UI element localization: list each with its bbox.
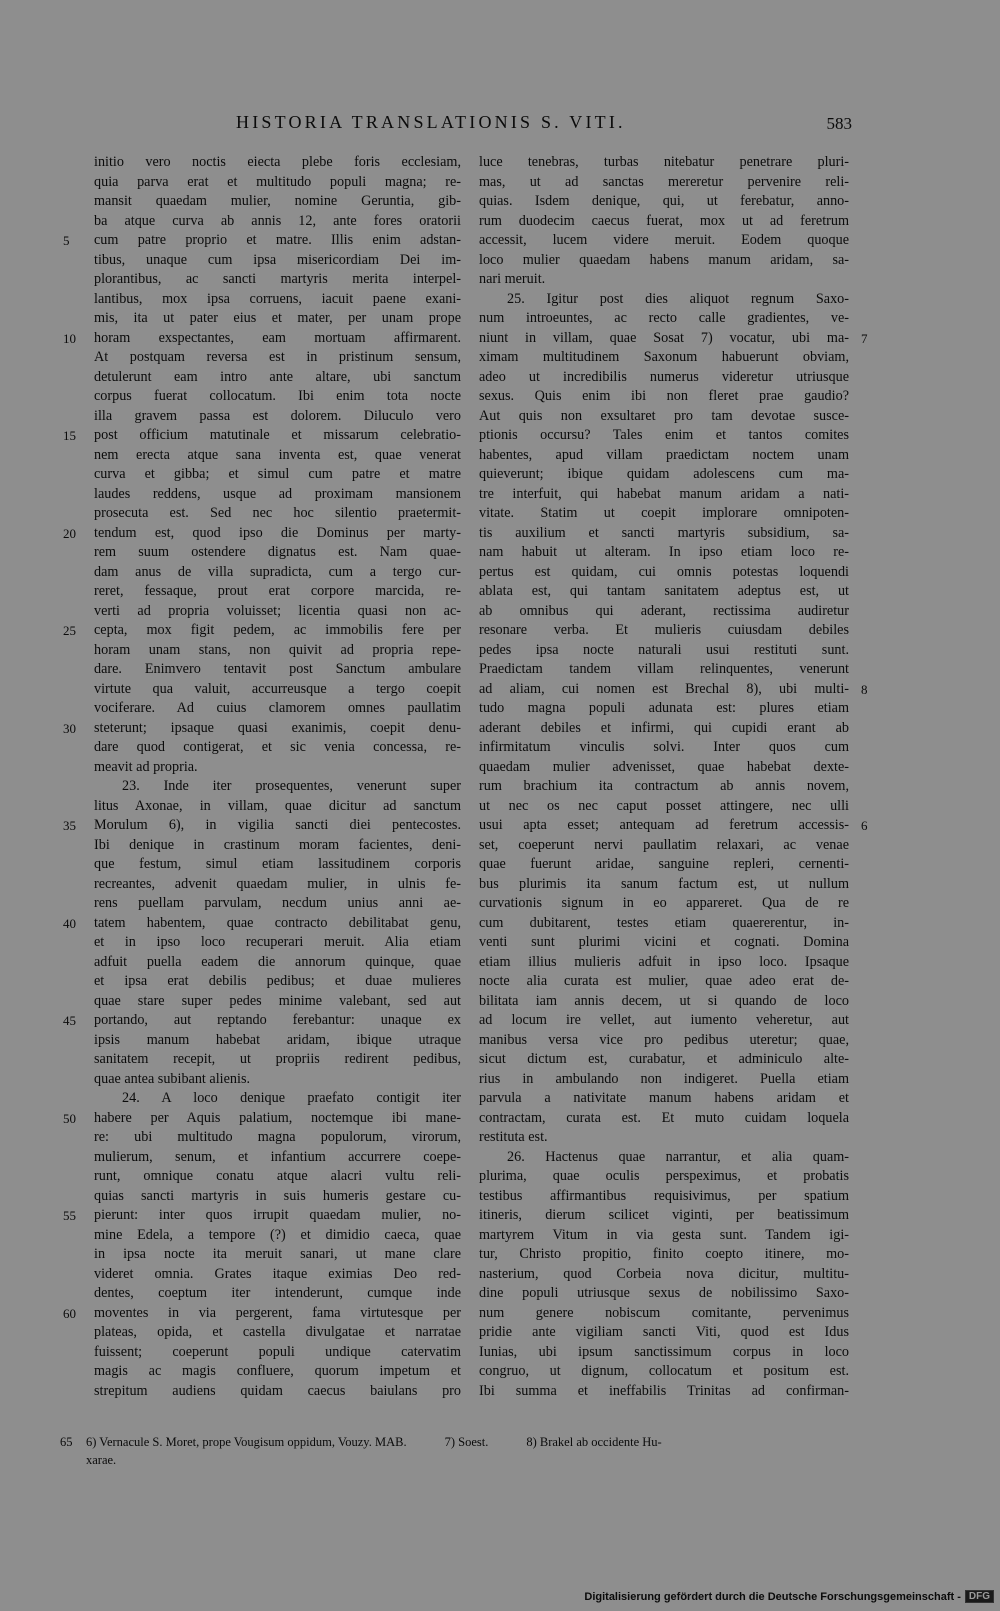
text-line bbox=[94, 1284, 461, 1304]
line-text: dentes, coeptum iter intenderunt, cumque inde bbox=[94, 1285, 461, 1301]
line-text: dare quod contigerat, et sic venia concessa, re- bbox=[94, 739, 461, 755]
line-text: habentes, apud villam praedictam noctem unam bbox=[479, 446, 849, 463]
line-text: Praedictam tandem villam relinquentes, venerunt bbox=[479, 661, 849, 677]
line-text: pridie ante vigiliam sancti Viti, quod est Idus bbox=[479, 1324, 849, 1340]
line-text: vitate. Statim ut coepit implorare omnipoten- bbox=[479, 505, 849, 521]
line-text: tre interfuit, qui habebat manum aridam a nati- bbox=[479, 485, 849, 502]
line-number: 15 bbox=[63, 428, 76, 443]
text-line bbox=[479, 855, 849, 875]
line-text: adfuit puella eadem die annorum quinque, quae bbox=[94, 953, 461, 970]
text-line bbox=[479, 543, 849, 563]
text-line bbox=[63, 1109, 461, 1129]
line-text: 25. Igitur post dies aliquot regnum Saxo- bbox=[507, 290, 849, 307]
text-line bbox=[94, 1050, 461, 1070]
line-text: curvationis signum in eo appareret. Qua de re bbox=[479, 895, 849, 911]
text-line bbox=[94, 251, 461, 271]
line-text: contractam, curata est. Et muto cuidam loquela bbox=[479, 1109, 849, 1126]
line-text: in ipsa nocte ita meruit sanari, ut mane clare bbox=[94, 1246, 461, 1262]
line-text: tatem habentem, quae contracto debilitabat genu, bbox=[94, 914, 461, 931]
text-line bbox=[479, 524, 849, 544]
line-text: resonare verba. Et mulieris cuiusdam debiles bbox=[479, 622, 849, 638]
text-line bbox=[479, 485, 849, 505]
footnote-line-number: 65 bbox=[60, 1435, 73, 1449]
text-line bbox=[479, 1187, 849, 1207]
line-text: aderant debiles et infirmi, qui cupidi erant ab bbox=[479, 719, 849, 736]
text-line bbox=[63, 524, 461, 544]
text-line bbox=[479, 641, 849, 661]
line-text: quias sancti martyris in suis humeris gestare cu- bbox=[94, 1187, 461, 1204]
text-line bbox=[479, 1109, 849, 1129]
text-line bbox=[479, 699, 849, 719]
text-line bbox=[479, 1362, 849, 1382]
text-line bbox=[63, 914, 461, 934]
line-text: mas, ut ad sanctas mereretur pervenire reli- bbox=[479, 173, 849, 190]
line-text: plorantibus, ac sancti martyris merita interpel- bbox=[94, 271, 461, 287]
line-text: habere per Aquis palatium, noctemque ibi mane- bbox=[94, 1109, 461, 1126]
text-line bbox=[94, 1226, 461, 1246]
text-line bbox=[94, 465, 461, 485]
text-line bbox=[479, 329, 868, 349]
line-text: ba atque curva ab annis 12, ante fores oratorii bbox=[94, 212, 461, 229]
line-text: vociferare. Ad cuius clamorem omnes paullatim bbox=[94, 700, 461, 716]
line-number: 60 bbox=[63, 1305, 76, 1321]
line-text: parvula a nativitate manum habens aridam et bbox=[479, 1090, 849, 1106]
line-text: pierunt: inter quos irrupit quaedam mulier, no- bbox=[94, 1207, 461, 1223]
text-line bbox=[94, 660, 461, 680]
text-line bbox=[479, 504, 849, 524]
text-line bbox=[479, 1050, 849, 1070]
line-text: sicut dictum est, curabatur, et adminiculo alte- bbox=[479, 1051, 849, 1067]
text-line bbox=[479, 777, 849, 797]
line-number: 30 bbox=[63, 720, 76, 736]
text-line bbox=[479, 875, 849, 895]
text-line bbox=[479, 1284, 849, 1304]
line-text: niunt in villam, quae Sosat 7) vocatur, ubi ma- bbox=[479, 329, 849, 346]
text-line bbox=[479, 270, 849, 290]
text-line bbox=[479, 953, 849, 973]
line-text: 24. A loco denique praefato contigit iter bbox=[122, 1090, 461, 1106]
line-number: 40 bbox=[63, 915, 76, 931]
text-line bbox=[479, 1070, 849, 1090]
text-line bbox=[94, 1070, 461, 1090]
text-line bbox=[479, 894, 849, 914]
text-line bbox=[479, 1148, 849, 1168]
text-line bbox=[63, 719, 461, 739]
line-text: At postquam reversa est in pristinum sensum, bbox=[94, 349, 461, 365]
text-line bbox=[479, 251, 849, 271]
text-line bbox=[479, 992, 849, 1012]
line-text: re: ubi multitudo magna populorum, virorum, bbox=[94, 1129, 461, 1145]
line-text: strepitum audiens quidam caecus baiulans pro bbox=[94, 1382, 461, 1399]
line-text: dine populi utriusque sexus de nobilissimo Saxo- bbox=[479, 1285, 849, 1301]
text-line bbox=[63, 426, 461, 446]
line-number: 50 bbox=[63, 1110, 76, 1126]
text-line bbox=[63, 231, 461, 251]
line-text: Iunias, ubi ipsum sanctissimum corpus in loco bbox=[479, 1343, 849, 1360]
line-text: venti sunt plurimi vicini et cognati. Domina bbox=[479, 934, 849, 950]
line-text: Ibi denique in crastinum moram facientes, deni- bbox=[94, 836, 461, 853]
line-number: 35 bbox=[63, 818, 76, 833]
line-text: quieverunt; ibique quidam adolescens cum ma- bbox=[479, 466, 849, 482]
line-text: manibus versa vice pro pedibus uteretur; quae, bbox=[479, 1031, 849, 1048]
line-text: set, coeperunt nervi paullatim relaxari, ac venae bbox=[479, 836, 849, 853]
text-line bbox=[94, 699, 461, 719]
line-text: tendum est, quod ipso die Dominus per marty- bbox=[94, 524, 461, 541]
text-line bbox=[479, 933, 849, 953]
line-text: prosecuta est. Sed nec hoc silentio praetermit- bbox=[94, 505, 461, 521]
line-text: rum duodecim caecus fuerat, mox ut ad feretrum bbox=[479, 212, 849, 229]
line-text: rius in ambulando non indigeret. Puella etiam bbox=[479, 1070, 849, 1087]
line-text: loco mulier quaedam habens manum aridam, sa- bbox=[479, 251, 849, 268]
text-line bbox=[94, 894, 461, 914]
text-line bbox=[479, 582, 849, 602]
line-number: 55 bbox=[63, 1208, 76, 1223]
text-line bbox=[63, 1304, 461, 1324]
line-text: mansit quaedam mulier, nomine Geruntia, gib- bbox=[94, 193, 461, 209]
footnote-line bbox=[60, 1433, 850, 1451]
text-line bbox=[94, 270, 461, 290]
line-text: testibus affirmantibus requisivimus, per spatium bbox=[479, 1187, 849, 1204]
text-line bbox=[94, 563, 461, 583]
line-text: sanitatem recepit, ut propriis redirent pedibus, bbox=[94, 1051, 461, 1067]
text-line bbox=[94, 680, 461, 700]
line-text: dare. Enimvero tentavit post Sanctum ambulare bbox=[94, 661, 461, 677]
text-line bbox=[479, 290, 849, 310]
text-line bbox=[479, 1206, 849, 1226]
line-text: quae antea subibant alienis. bbox=[94, 1070, 251, 1087]
footnote-continuation: xarae. bbox=[86, 1453, 117, 1467]
line-number: 25 bbox=[63, 623, 76, 638]
line-text: plurima, quae oculis perspeximus, et probatis bbox=[479, 1168, 849, 1184]
text-line bbox=[479, 816, 868, 836]
text-line bbox=[479, 231, 849, 251]
line-text: ut nec os nec caput posset attingere, nec ulli bbox=[479, 797, 849, 814]
text-line bbox=[94, 855, 461, 875]
line-text: itineris, dierum scilicet viginti, per beatissimum bbox=[479, 1207, 849, 1223]
text-line bbox=[479, 602, 849, 622]
text-line bbox=[94, 1031, 461, 1051]
line-text: post officium matutinale et missarum celebratio- bbox=[94, 427, 461, 443]
line-text: horam exspectantes, eam mortuam affirmarent. bbox=[94, 329, 461, 346]
line-text: corpus fuerat collocatum. Ibi enim tota nocte bbox=[94, 388, 461, 404]
text-line bbox=[479, 836, 849, 856]
margin-note: 8 bbox=[861, 681, 868, 697]
line-text: meavit ad propria. bbox=[94, 758, 198, 775]
line-text: verti ad propria voluisset; licentia quasi non ac- bbox=[94, 602, 461, 619]
line-text: et in ipso loco recuperari meruit. Alia etiam bbox=[94, 934, 461, 950]
text-line bbox=[94, 758, 461, 778]
line-number: 20 bbox=[63, 525, 76, 541]
line-text: fuissent; coeperunt populi undique catervatim bbox=[94, 1343, 461, 1360]
line-text: horam unam stans, non quivit ad propria repe- bbox=[94, 641, 461, 658]
line-text: etiam illius mulieris adfuit in ipso loco. Ipsaque bbox=[479, 953, 849, 970]
text-line bbox=[63, 621, 461, 641]
text-line bbox=[94, 1343, 461, 1363]
line-text: quae stare super pedes minime valebant, sed aut bbox=[94, 992, 461, 1009]
footnote-6: 6) Vernacule S. Moret, prope Vougisum oppidum, Vouzy. MAB. bbox=[86, 1435, 407, 1449]
text-line bbox=[94, 543, 461, 563]
text-line bbox=[94, 582, 461, 602]
line-text: martyrem Vitum in via gesta sunt. Tandem igi- bbox=[479, 1226, 849, 1243]
text-line bbox=[63, 1206, 461, 1226]
text-line bbox=[94, 1128, 461, 1148]
line-number: 45 bbox=[63, 1013, 76, 1028]
text-line bbox=[94, 212, 461, 232]
line-text: ablata est, qui tantam sanitatem adeptus est, ut bbox=[479, 583, 849, 599]
margin-note: 7 bbox=[861, 330, 868, 346]
line-text: usui apta esset; antequam ad feretrum accessis- bbox=[479, 817, 849, 833]
text-line bbox=[94, 1382, 461, 1402]
text-line bbox=[94, 348, 461, 368]
line-text: reret, fessaque, prout erat corpore marcida, re- bbox=[94, 583, 461, 599]
line-text: virtute qua valuit, accurreusque a tergo coepit bbox=[94, 680, 461, 697]
text-line bbox=[479, 1226, 849, 1246]
text-line bbox=[94, 1245, 461, 1265]
line-text: bus plurimis ita sanum factum est, ut nullum bbox=[479, 875, 849, 892]
line-text: ab omnibus qui aderant, rectissima audiretur bbox=[479, 602, 849, 619]
line-text: mulierum, senum, et infantium accurrere coepe- bbox=[94, 1148, 461, 1165]
text-line bbox=[479, 719, 849, 739]
line-text: nocte alia curata est mulier, quae adeo erat de- bbox=[479, 973, 849, 989]
line-text: rum brachium ita contractum ab annis novem, bbox=[479, 778, 849, 794]
text-line bbox=[94, 972, 461, 992]
text-line bbox=[479, 563, 849, 583]
text-line bbox=[94, 504, 461, 524]
line-text: dam anus de villa supradicta, cum a tergo cur- bbox=[94, 563, 461, 580]
line-text: num genere nobiscum comitante, pervenimus bbox=[479, 1304, 849, 1321]
line-text: tibus, unaque cum ipsa misericordiam Dei im- bbox=[94, 251, 461, 268]
line-text: congruo, ut dignum, collocatum et positum est. bbox=[479, 1363, 849, 1379]
line-number: 5 bbox=[63, 233, 70, 248]
line-text: Morulum 6), in vigilia sancti diei pentecostes. bbox=[94, 817, 461, 833]
text-line bbox=[479, 192, 849, 212]
text-line bbox=[94, 446, 461, 466]
line-text: sexus. Quis enim ibi non fleret prae gaudio? bbox=[479, 388, 849, 404]
text-line bbox=[94, 173, 461, 193]
line-text: adeo ut incredibilis numerus videretur utriusque bbox=[479, 368, 849, 385]
text-line bbox=[479, 680, 868, 700]
text-line bbox=[94, 641, 461, 661]
line-text: curva et gibba; et simul cum patre et matre bbox=[94, 466, 461, 482]
text-line bbox=[94, 953, 461, 973]
text-line bbox=[479, 758, 849, 778]
line-text: cum patre proprio et matre. Illis enim adstan- bbox=[94, 232, 461, 248]
dfg-logo: DFG bbox=[965, 1590, 994, 1603]
line-text: restituta est. bbox=[479, 1129, 548, 1145]
text-line bbox=[94, 290, 461, 310]
line-text: num introeuntes, ac recto calle gradientes, ve- bbox=[479, 310, 849, 326]
line-text: magis ac magis confluere, quorum impetum et bbox=[94, 1363, 461, 1379]
text-line bbox=[94, 602, 461, 622]
line-text: tur, Christo propitio, finito coepto itinere, mo- bbox=[479, 1246, 849, 1262]
text-line bbox=[94, 309, 461, 329]
text-line bbox=[479, 173, 849, 193]
line-text: pedes ipsa nocte naturali usui restituti sunt. bbox=[479, 641, 849, 658]
text-line bbox=[479, 660, 849, 680]
line-text: recreantes, advenit quaedam mulier, in ulnis fe- bbox=[94, 875, 461, 892]
text-line bbox=[479, 212, 849, 232]
margin-note: 6 bbox=[861, 818, 868, 833]
text-line bbox=[479, 972, 849, 992]
text-line bbox=[479, 1265, 849, 1285]
text-line bbox=[479, 309, 849, 329]
line-text: laudes reddens, usque ad proximam mansionem bbox=[94, 485, 461, 502]
text-line bbox=[94, 368, 461, 388]
page-number: 583 bbox=[826, 114, 852, 133]
line-text: accessit, lucem videre meruit. Eodem quoque bbox=[479, 232, 849, 248]
line-text: 26. Hactenus quae narrantur, et alia quam- bbox=[507, 1148, 849, 1165]
credit-text: Digitalisierung gefördert durch die Deutsche Forschungsgemeinschaft - bbox=[584, 1590, 961, 1603]
text-line bbox=[479, 1011, 849, 1031]
text-line bbox=[479, 738, 849, 758]
line-text: ptionis occursu? Tales enim et tantos comites bbox=[479, 427, 849, 443]
text-line bbox=[479, 1304, 849, 1324]
line-text: 23. Inde iter prosequentes, venerunt super bbox=[122, 778, 461, 794]
text-line bbox=[479, 446, 849, 466]
text-line bbox=[63, 329, 461, 349]
footnote-7: 7) Soest. bbox=[444, 1435, 489, 1449]
line-text: runt, omnique conatu atque alacri vultu reli- bbox=[94, 1168, 461, 1184]
text-line bbox=[479, 1031, 849, 1051]
line-text: et ipsa erat debilis pedibus; et duae mulieres bbox=[94, 973, 461, 989]
text-line bbox=[94, 836, 461, 856]
running-head: HISTORIA TRANSLATIONIS S. VITI. bbox=[236, 112, 626, 132]
digitization-credit bbox=[584, 1590, 994, 1603]
text-line bbox=[479, 426, 849, 446]
line-text: nasterium, quod Corbeia nova dicitur, multitu- bbox=[479, 1265, 849, 1282]
text-line bbox=[479, 621, 849, 641]
line-text: mine Edela, a tempore (?) et dimidio caeca, quae bbox=[94, 1226, 461, 1243]
text-line bbox=[94, 992, 461, 1012]
line-text: nari meruit. bbox=[479, 271, 546, 287]
line-text: quae fuerunt aridae, sanguine repleri, cernenti- bbox=[479, 856, 849, 872]
line-text: bilitata iam annis decem, ut si quando de loco bbox=[479, 992, 849, 1009]
line-text: luce tenebras, turbas nitebatur penetrare pluri- bbox=[479, 154, 849, 170]
line-text: rem suum ostendere dignatus est. Nam quae- bbox=[94, 544, 461, 560]
text-line bbox=[94, 407, 461, 427]
text-line bbox=[63, 816, 461, 836]
text-line bbox=[479, 1323, 849, 1343]
line-text: ad locum ire vellet, aut iumento veheretur, aut bbox=[479, 1012, 849, 1028]
left-column bbox=[63, 153, 461, 1401]
text-line bbox=[479, 914, 849, 934]
text-line bbox=[479, 1167, 849, 1187]
line-text: quaedam mulier advenisset, quae habebat dexte- bbox=[479, 758, 849, 775]
text-line bbox=[94, 1265, 461, 1285]
text-line bbox=[94, 738, 461, 758]
line-text: moventes in via pergerent, fama virtutesque per bbox=[94, 1304, 461, 1321]
line-text: ad aliam, cui nomen est Brechal 8), ubi multi- bbox=[479, 680, 849, 697]
right-column bbox=[479, 153, 868, 1401]
text-line bbox=[94, 485, 461, 505]
line-text: rens puellam parvulam, necdum unius anni ae- bbox=[94, 895, 461, 911]
footnotes bbox=[60, 1433, 850, 1469]
text-line bbox=[94, 777, 461, 797]
text-line bbox=[94, 1148, 461, 1168]
text-line bbox=[94, 1187, 461, 1207]
footnote-8: 8) Brakel ab occidente Hu- bbox=[526, 1435, 662, 1449]
line-text: tudo magna populi adunata est: plures etiam bbox=[479, 700, 849, 716]
text-line bbox=[479, 465, 849, 485]
line-text: nam habuit ut alteram. In ipso etiam loco re- bbox=[479, 544, 849, 560]
line-text: cepta, mox figit pedem, ac immobilis fere per bbox=[94, 622, 461, 638]
text-line bbox=[94, 192, 461, 212]
text-line bbox=[479, 1128, 849, 1148]
line-text: litus Axonae, in villam, quae dicitur ad sanctum bbox=[94, 797, 461, 814]
text-line bbox=[479, 797, 849, 817]
line-text: nem erecta atque sana inventa est, quae venerat bbox=[94, 446, 461, 463]
text-line bbox=[94, 387, 461, 407]
line-text: quia parva erat et multitudo populi magna; re- bbox=[94, 173, 461, 190]
line-text: videret omnia. Grates itaque eximias Deo red- bbox=[94, 1265, 461, 1282]
line-text: lantibus, mox ipsa corruens, iacuit paene exani- bbox=[94, 290, 461, 307]
text-line bbox=[94, 1167, 461, 1187]
line-text: pertus est quidam, cui omnis potestas loquendi bbox=[479, 563, 849, 580]
text-line bbox=[63, 1011, 461, 1031]
line-text: Ibi summa et ineffabilis Trinitas ad confirman- bbox=[479, 1382, 849, 1399]
line-text: portando, aut reptando ferebantur: unaque ex bbox=[94, 1012, 461, 1028]
text-line bbox=[479, 1382, 849, 1402]
line-text: que festum, simul etiam lassitudinem corporis bbox=[94, 856, 461, 872]
text-line bbox=[94, 933, 461, 953]
line-number: 10 bbox=[63, 330, 76, 346]
line-text: ximam multitudinem Saxonum habuerunt obviam, bbox=[479, 349, 849, 365]
text-line bbox=[479, 1343, 849, 1363]
line-text: initio vero noctis eiecta plebe foris ecclesiam, bbox=[94, 154, 461, 170]
line-text: cum dubitarent, testes etiam quaererentur, in- bbox=[479, 914, 849, 931]
line-text: Aut quis non exsultaret pro tam devotae susce- bbox=[479, 407, 849, 424]
text-line bbox=[479, 153, 849, 173]
line-text: detulerunt eam intro ante altare, ubi sanctum bbox=[94, 368, 461, 385]
text-line bbox=[94, 1323, 461, 1343]
text-line bbox=[479, 1089, 849, 1109]
text-line bbox=[479, 387, 849, 407]
text-line bbox=[94, 1089, 461, 1109]
text-line bbox=[94, 1362, 461, 1382]
text-line bbox=[479, 407, 849, 427]
line-text: illa gravem passa est dolorem. Diluculo vero bbox=[94, 407, 461, 424]
text-line bbox=[479, 368, 849, 388]
text-line bbox=[94, 153, 461, 173]
line-text: mis, ita ut pater eius et mater, per unam prope bbox=[94, 310, 461, 326]
line-text: ipsis manum habebat aridam, ibique utraque bbox=[94, 1031, 461, 1048]
page-header bbox=[90, 112, 850, 138]
line-text: tis auxilium et sancti martyris subsidium, sa- bbox=[479, 524, 849, 541]
text-line bbox=[94, 797, 461, 817]
text-line bbox=[479, 1245, 849, 1265]
line-text: infirmitatum vinculis solvi. Inter quos cum bbox=[479, 739, 849, 755]
line-text: plateas, opida, et castella divulgatae et narratae bbox=[94, 1324, 461, 1340]
text-line bbox=[479, 348, 849, 368]
line-text: steterunt; ipsaque quasi exanimis, coepit denu- bbox=[94, 719, 461, 736]
line-text: quias. Isdem denique, qui, ut ferebatur, anno- bbox=[479, 193, 849, 209]
text-line bbox=[94, 875, 461, 895]
